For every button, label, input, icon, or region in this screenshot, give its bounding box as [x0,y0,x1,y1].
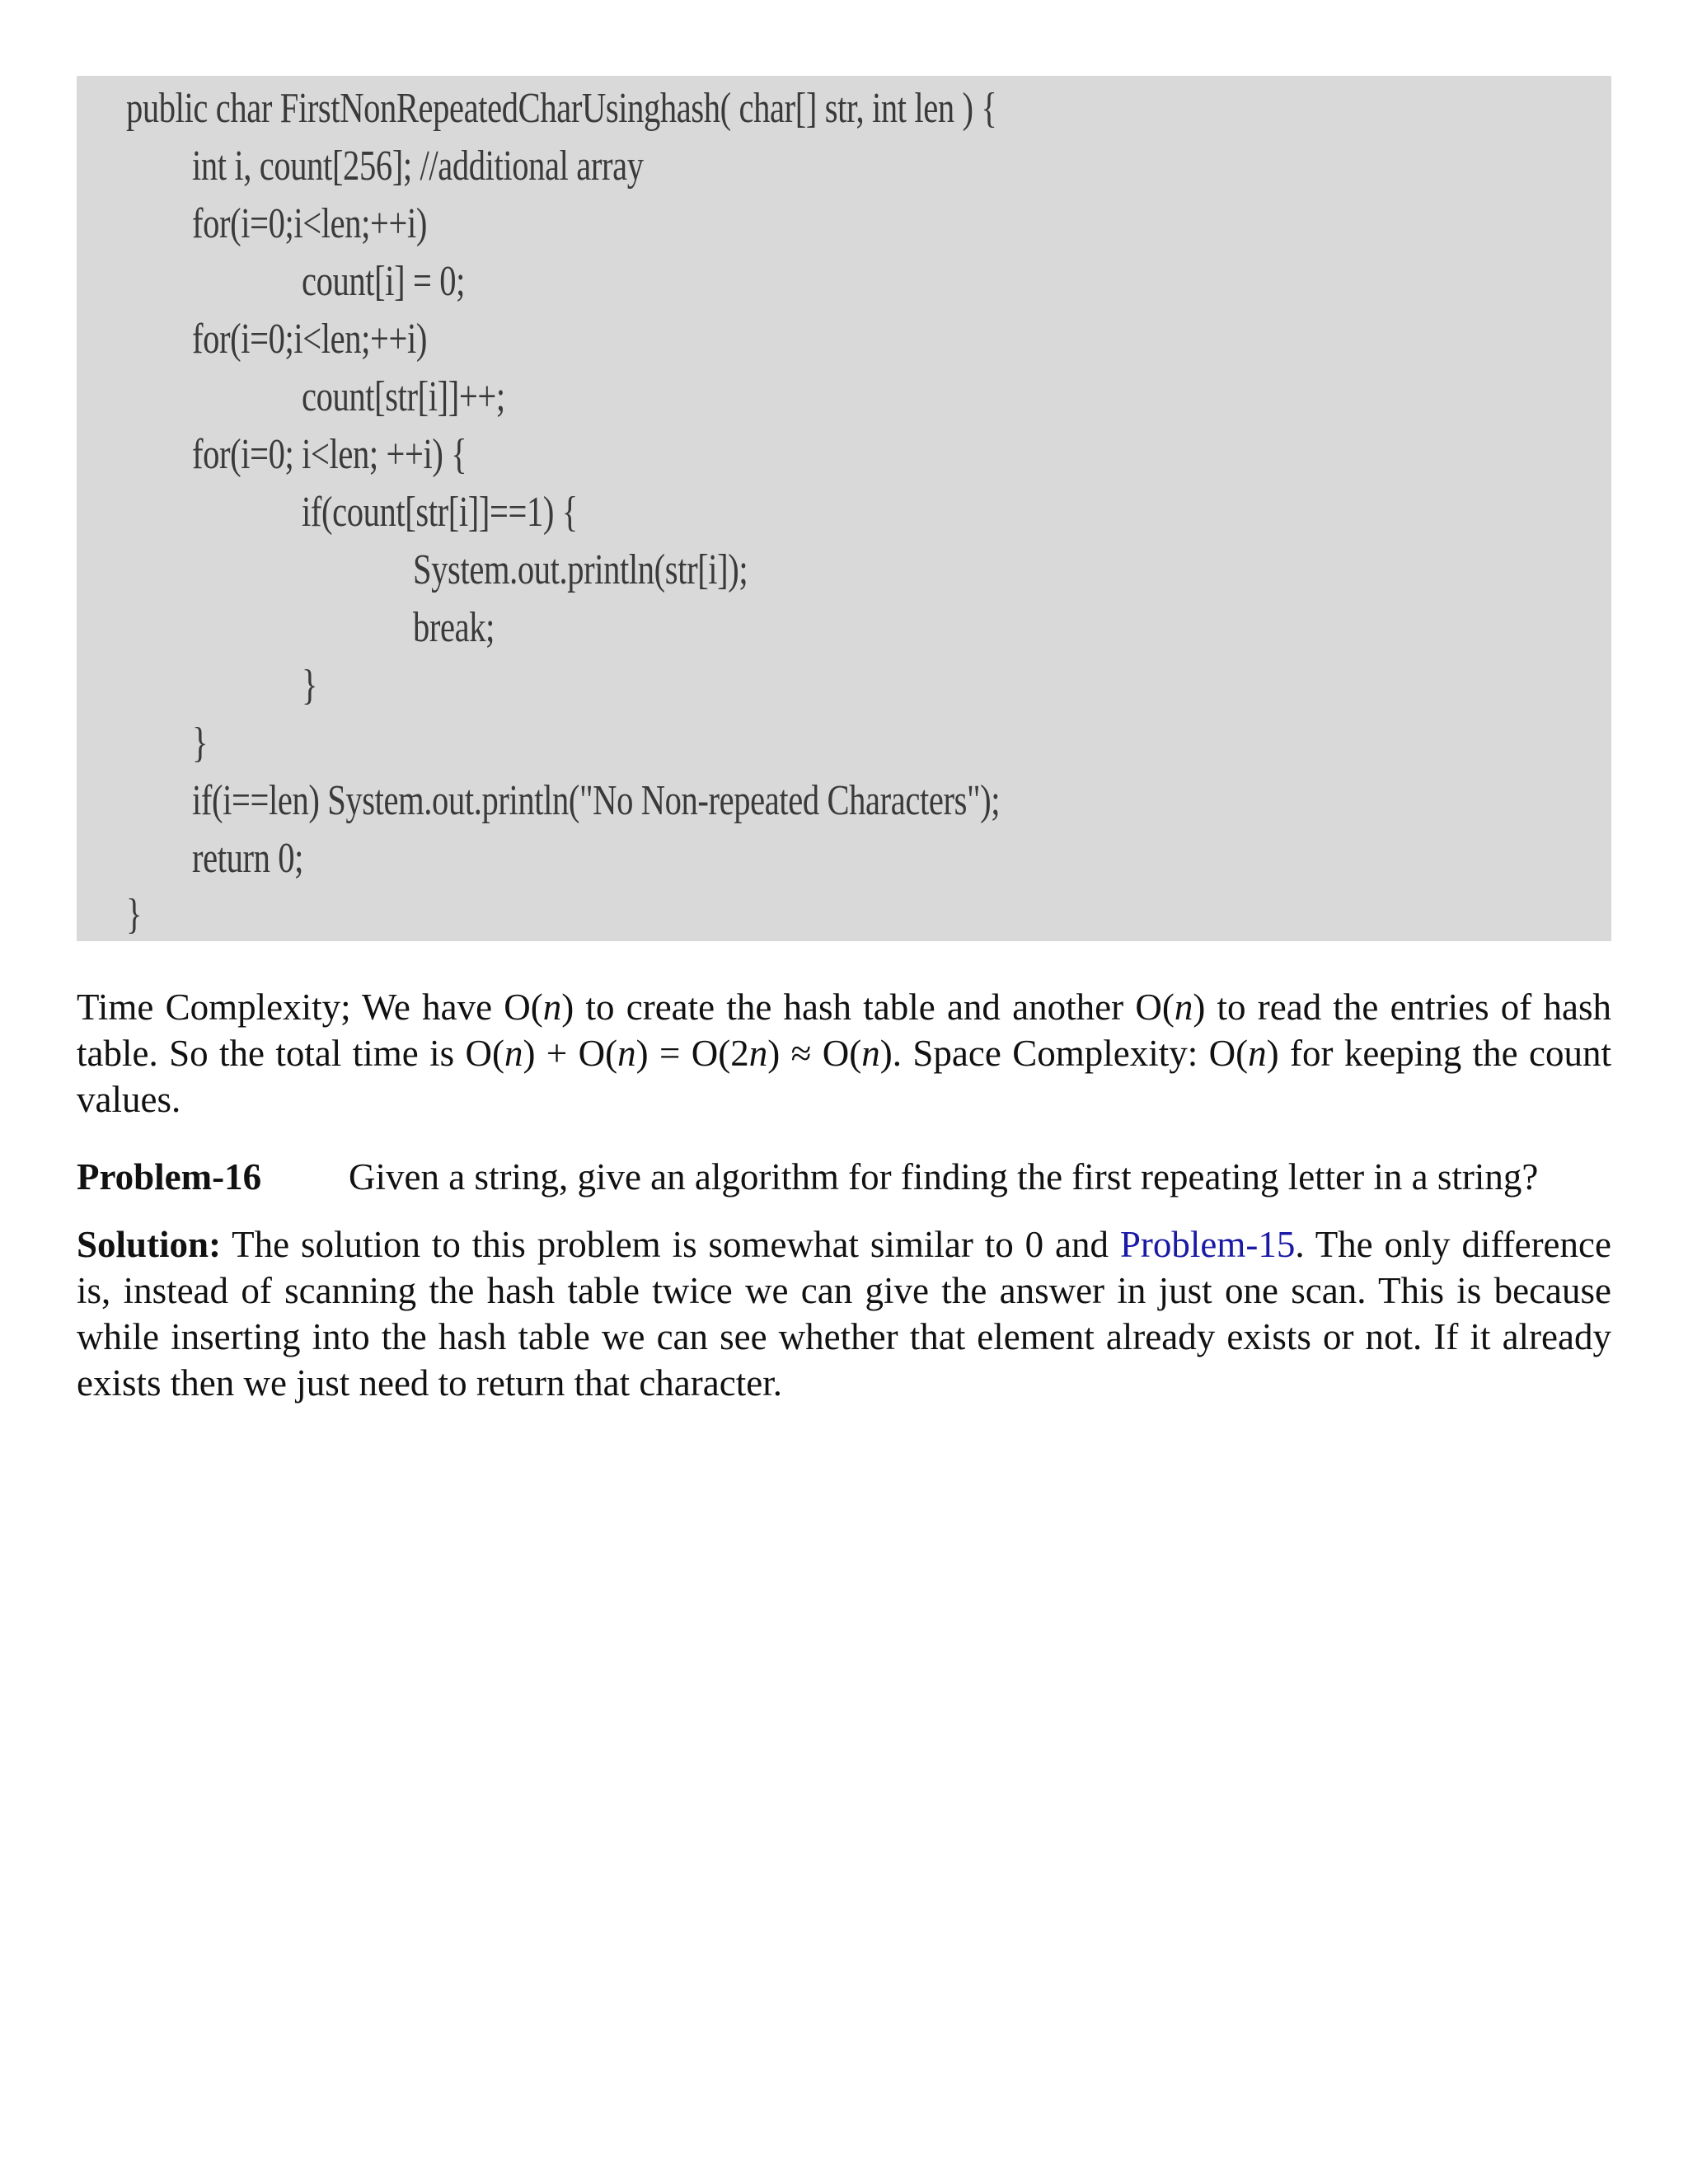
code-line: for(i=0; i<len; ++i) { [192,431,467,478]
code-line: count[i] = 0; [302,258,466,305]
complexity-paragraph: Time Complexity; We have O(n) to create the hash table and another O(n) to read the entries of hash table. So the total time is O(n) + O(n) = O(2n) ≈ O(n). Space Complexity: O(n) for keeping the count values. [77,987,1612,1120]
code-line: count[str[i]]++; [302,373,505,420]
problem-15-link[interactable]: Problem-15 [1119,1224,1296,1265]
code-line: public char FirstNonRepeatedCharUsinghash( char[] str, int len ) { [126,85,997,132]
code-line: } [192,719,209,766]
code-line: } [126,891,143,938]
code-listing [77,76,1611,941]
solution-paragraph: Solution: The solution to this problem is somewhat similar to 0 and Problem-15. The only difference is, instead of scanning the hash table twice we can give the answer in just one scan. This is because while inserting into the hash table we can see whether that element already exists or not. If it already exists then we just need to return that character. [77,1224,1611,1404]
code-line: return 0; [192,835,304,882]
code-line: for(i=0;i<len;++i) [192,316,427,363]
problem-text: Given a string, give an algorithm for finding the first repeating letter in a string? [349,1156,1539,1197]
code-line: System.out.println(str[i]); [413,546,748,593]
problem-label: Problem-16 [77,1156,262,1197]
code-line: if(count[str[i]]==1) { [302,489,578,536]
code-line: break; [413,604,495,651]
code-line: int i, count[256]; //additional array [192,143,644,190]
code-line: } [302,662,318,709]
solution-label: Solution: [77,1224,222,1265]
code-line: for(i=0;i<len;++i) [192,200,427,247]
problem-statement [77,1154,1643,1200]
code-line: if(i==len) System.out.println("No Non-repeated Characters"); [192,777,1001,824]
